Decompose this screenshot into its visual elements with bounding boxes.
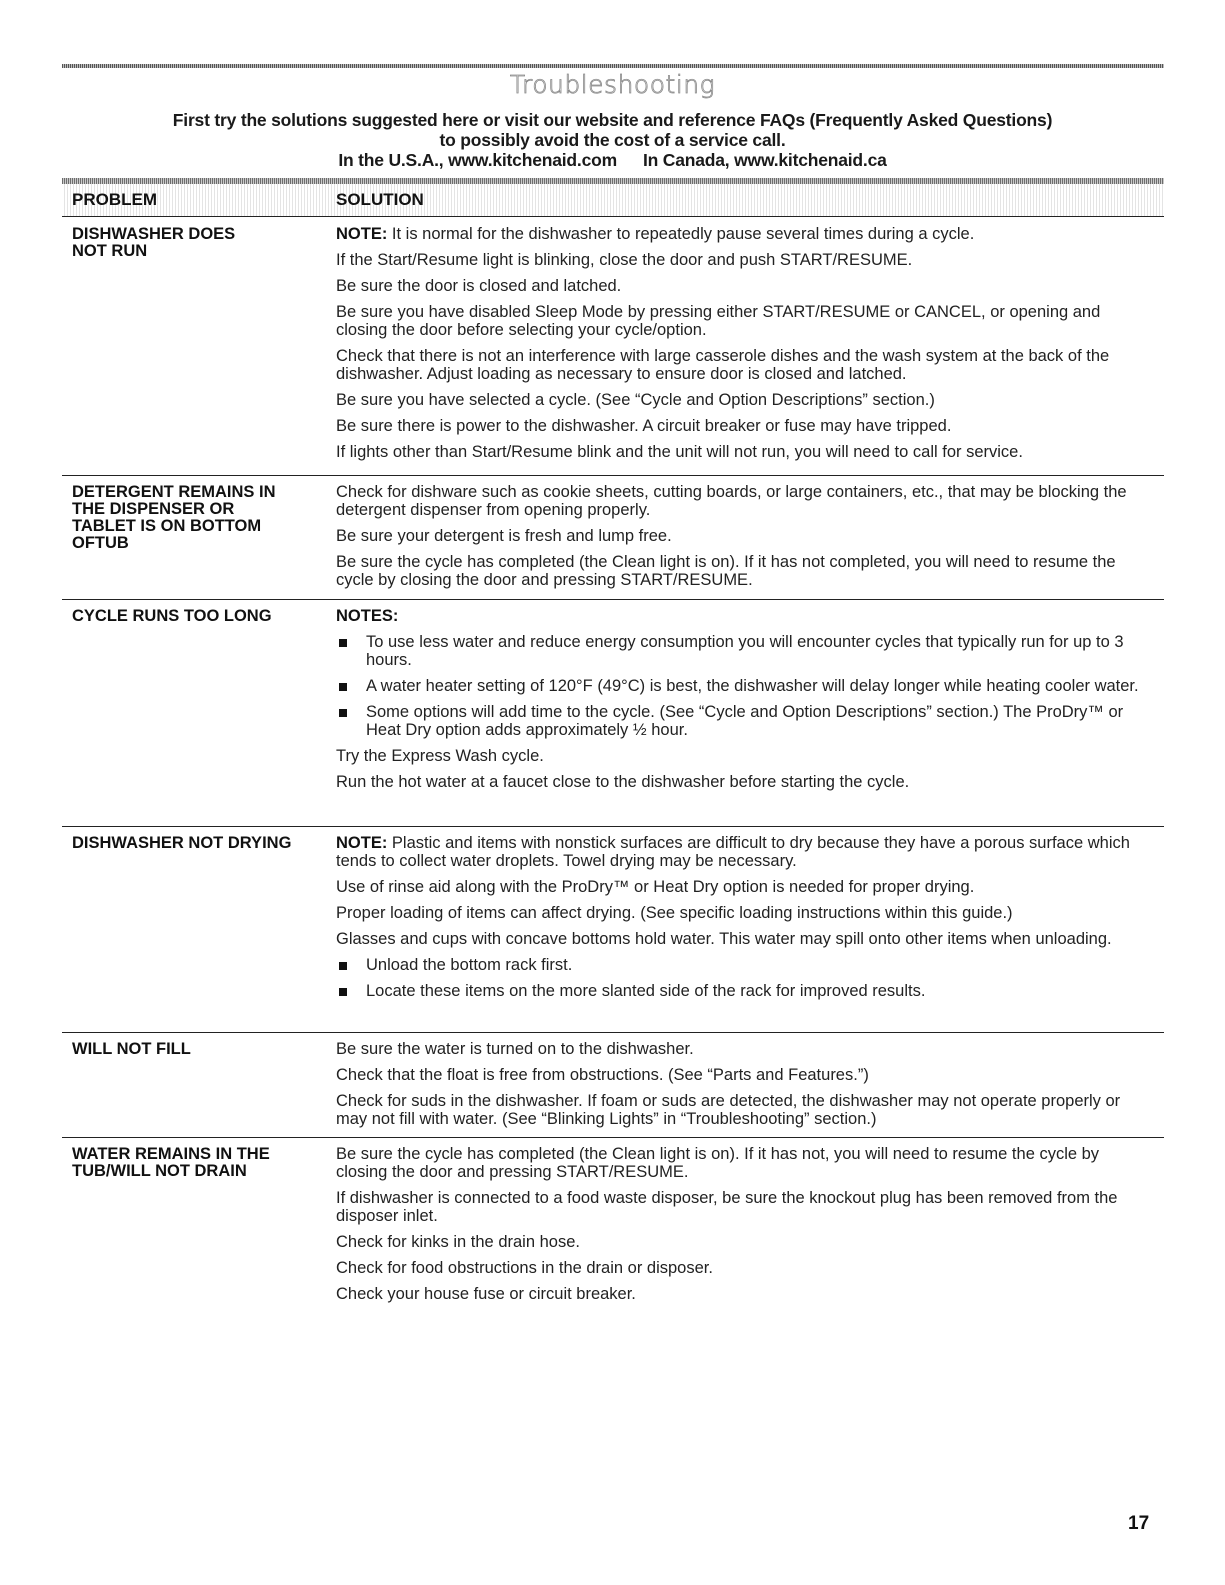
intro-line-2: to possibly avoid the cost of a service call. <box>439 130 786 150</box>
solution-item: Be sure the water is turned on to the dishwasher. <box>336 1040 694 1058</box>
solution-cell <box>336 1145 1152 1311</box>
top-rule <box>62 64 1164 68</box>
solution-item: Be sure you have disabled Sleep Mode by pressing either START/RESUME or CANCEL, or opening and closing the door before selecting your cycle/option. <box>336 303 1101 339</box>
table-header-band <box>62 178 1164 184</box>
solution-cell <box>336 1040 1152 1136</box>
header-problem: PROBLEM <box>72 190 157 209</box>
solution-item: Glasses and cups with concave bottoms hold water. This water may spill onto other items when unloading. <box>336 930 1112 948</box>
intro-usa-website: In the U.S.A., www.kitchenaid.com <box>338 150 617 170</box>
solution-item: NOTE: It is normal for the dishwasher to repeatedly pause several times during a cycle. <box>336 225 975 243</box>
bullet-item: To use less water and reduce energy consumption you will encounter cycles that typically run for up to 3 hours. <box>336 633 1152 669</box>
intro-line-3 <box>0 150 1225 170</box>
solution-item: NOTE: Plastic and items with nonstick surfaces are difficult to dry because they have a porous surface which tends to collect water droplets. Towel drying may be necessary. <box>336 834 1130 870</box>
solution-item: Check your house fuse or circuit breaker. <box>336 1285 636 1303</box>
solution-item: Try the Express Wash cycle. <box>336 747 544 765</box>
solution-item: Check that the float is free from obstructions. (See “Parts and Features.”) <box>336 1066 869 1084</box>
solution-cell <box>336 834 1152 1008</box>
solution-item: If the Start/Resume light is blinking, close the door and push START/RESUME. <box>336 251 913 269</box>
solution-item: Check for suds in the dishwasher. If foam or suds are detected, the dishwasher may not operate properly or may not fill with water. (See “Blinking Lights” in “Troubleshooting” section.) <box>336 1092 1121 1128</box>
solution-item: If lights other than Start/Resume blink and the unit will not run, you will need to call for service. <box>336 443 1023 461</box>
page-title: Troubleshooting <box>509 70 716 99</box>
note-label: NOTES: <box>336 607 399 625</box>
problem-label: DISHWASHER DOES NOT RUN <box>72 225 236 260</box>
solution-item: Run the hot water at a faucet close to the dishwasher before starting the cycle. <box>336 773 910 791</box>
problem-label: DISHWASHER NOT DRYING <box>72 834 292 852</box>
solution-item: Be sure the door is closed and latched. <box>336 277 622 295</box>
solution-item: Use of rinse aid along with the ProDry™ or Heat Dry option is needed for proper drying. <box>336 878 975 896</box>
table-row <box>62 600 1164 827</box>
page-number: 17 <box>1128 1513 1150 1534</box>
table-row <box>62 1033 1164 1138</box>
solution-item: If dishwasher is connected to a food waste disposer, be sure the knockout plug has been removed from the disposer inlet. <box>336 1189 1118 1225</box>
note-label: NOTE: <box>336 225 388 243</box>
note-label: NOTE: <box>336 834 388 852</box>
problem-label: WATER REMAINS IN THE TUB/WILL NOT DRAIN <box>72 1145 270 1180</box>
solution-item: Be sure there is power to the dishwasher. A circuit breaker or fuse may have tripped. <box>336 417 952 435</box>
intro-line-1: First try the solutions suggested here or visit our website and reference FAQs (Frequently Asked Questions) <box>172 110 1053 130</box>
intro-canada-website: In Canada, www.kitchenaid.ca <box>642 150 887 170</box>
table-header <box>62 178 1164 217</box>
bullet-item: Locate these items on the more slanted side of the rack for improved results. <box>336 982 1152 1000</box>
solution-cell <box>336 607 1152 799</box>
solution-item: Be sure the cycle has completed (the Clean light is on). If it has not completed, you will need to resume the cycle by closing the door and pressing START/RESUME. <box>336 553 1116 589</box>
solution-item: Check that there is not an interference with large casserole dishes and the wash system at the back of the dishwasher. Adjust loading as necessary to ensure door is closed and latched. <box>336 347 1110 383</box>
solution-item: Be sure your detergent is fresh and lump free. <box>336 527 672 545</box>
bullet-item: Some options will add time to the cycle. (See “Cycle and Option Descriptions” section.) The ProDry™ or Heat Dry option adds approximately ½ hour. <box>336 703 1152 739</box>
table-row <box>62 827 1164 1033</box>
table-row <box>62 476 1164 600</box>
solution-item: Check for food obstructions in the drain or disposer. <box>336 1259 713 1277</box>
solution-item: Be sure the cycle has completed (the Clean light is on). If it has not, you will need to resume the cycle by closing the door and pressing START/RESUME. <box>336 1145 1100 1181</box>
bullet-item: Unload the bottom rack first. <box>336 956 1152 974</box>
problem-label: WILL NOT FILL <box>72 1040 191 1058</box>
solution-item <box>336 607 1152 625</box>
solution-cell <box>336 483 1152 597</box>
solution-item: Check for dishware such as cookie sheets, cutting boards, or large containers, etc., that may be blocking the detergent dispenser from opening properly. <box>336 483 1127 519</box>
bullet-item: A water heater setting of 120°F (49°C) is best, the dishwasher will delay longer while heating cooler water. <box>336 677 1152 695</box>
solution-item: Check for kinks in the drain hose. <box>336 1233 580 1251</box>
table-row <box>62 218 1164 476</box>
problem-label: DETERGENT REMAINS IN THE DISPENSER OR TABLET IS ON BOTTOM OFTUB <box>72 483 276 552</box>
table-row <box>62 1138 1164 1318</box>
solution-item: Be sure you have selected a cycle. (See “Cycle and Option Descriptions” section.) <box>336 391 935 409</box>
intro-text <box>0 110 1225 170</box>
solution-cell <box>336 225 1152 469</box>
solution-item: Proper loading of items can affect drying. (See specific loading instructions within this guide.) <box>336 904 1013 922</box>
problem-label: CYCLE RUNS TOO LONG <box>72 607 272 625</box>
header-solution: SOLUTION <box>336 190 424 209</box>
